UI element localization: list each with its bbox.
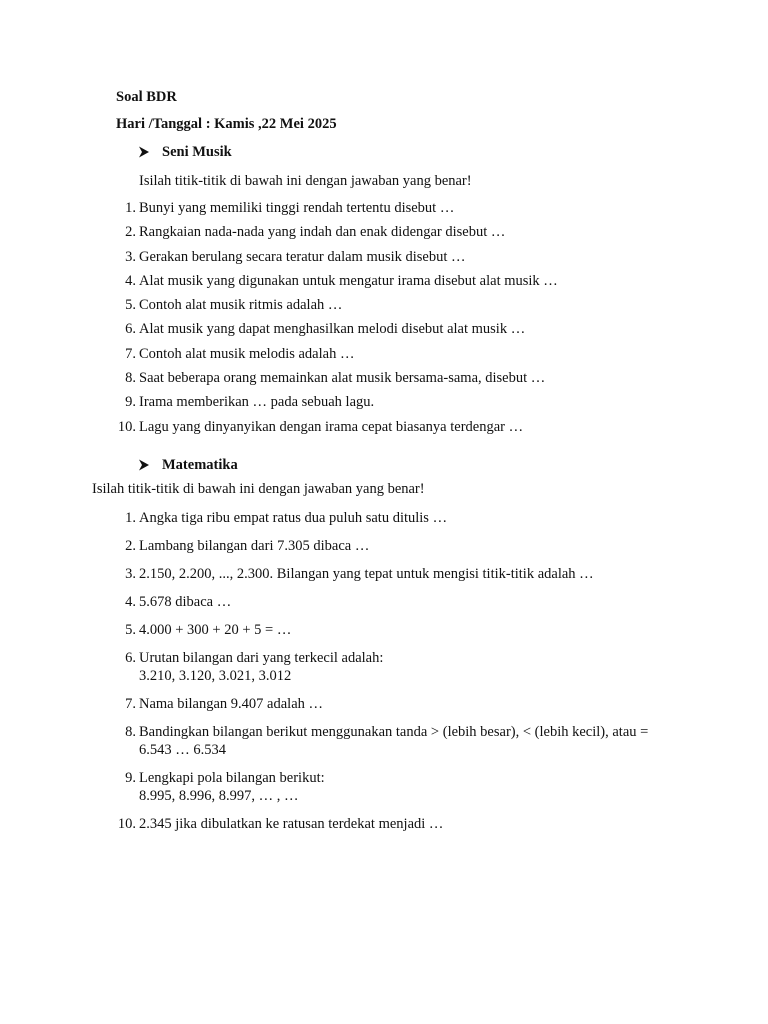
question-number: 4. [125, 594, 136, 610]
question-text: Angka tiga ribu empat ratus dua puluh satu ditulis … [139, 510, 448, 526]
question-text: Contoh alat musik melodis adalah … [139, 345, 355, 362]
question-number: 2. [125, 224, 136, 241]
question-subline: 8.995, 8.996, 8.997, … , … [139, 788, 299, 804]
question-text: Alat musik yang digunakan untuk mengatur irama disebut alat musik … [139, 272, 558, 289]
question-text: Lengkapi pola bilangan berikut: [139, 770, 325, 786]
document-title: Soal BDR [116, 89, 177, 105]
question-item [112, 815, 682, 833]
question-text: Gerakan berulang secara teratur dalam musik disebut … [139, 248, 466, 265]
question-text: Contoh alat musik ritmis adalah … [139, 297, 343, 314]
question-text: Bunyi yang memiliki tinggi rendah tertentu disebut … [139, 200, 455, 216]
question-number: 3. [125, 248, 136, 265]
question-item [112, 537, 682, 555]
instruction-musik: Isilah titik-titik di bawah ini dengan jawaban yang benar! [139, 173, 472, 189]
question-item [112, 418, 682, 442]
question-item [112, 565, 682, 583]
question-item [112, 769, 682, 805]
question-item [112, 649, 682, 685]
question-item [112, 369, 682, 393]
question-list-musik [112, 199, 682, 442]
question-number: 8. [125, 724, 136, 740]
question-number: 10. [117, 418, 136, 435]
question-number: 9. [125, 770, 136, 786]
question-subline: 6.543 … 6.534 [139, 742, 226, 758]
question-item [112, 248, 682, 272]
question-item [112, 509, 682, 527]
question-item [112, 320, 682, 344]
question-text: Alat musik yang dapat menghasilkan melodi disebut alat musik … [139, 321, 526, 338]
question-text: 5.678 dibaca … [139, 594, 232, 610]
question-text: Rangkaian nada-nada yang indah dan enak didengar disebut … [139, 224, 506, 241]
section-heading-musik [138, 142, 232, 162]
question-text: Lambang bilangan dari 7.305 dibaca … [139, 538, 370, 554]
arrowhead-bullet-icon [138, 146, 150, 158]
question-item [112, 223, 682, 247]
question-number: 1. [125, 200, 136, 216]
question-item [112, 199, 682, 223]
question-number: 9. [125, 394, 136, 411]
question-number: 7. [125, 696, 136, 712]
question-number: 1. [125, 510, 136, 526]
question-list-matematika [112, 509, 682, 843]
question-number: 6. [125, 321, 136, 338]
question-number: 7. [125, 345, 136, 362]
question-text: Irama memberikan … pada sebuah lagu. [139, 394, 375, 411]
question-number: 5. [125, 622, 136, 638]
section-heading-label: Matematika [162, 457, 238, 473]
question-text: Saat beberapa orang memainkan alat musik bersama-sama, disebut … [139, 370, 546, 387]
question-item [112, 272, 682, 296]
question-item [112, 621, 682, 639]
question-text: Nama bilangan 9.407 adalah … [139, 696, 324, 712]
question-item [112, 695, 682, 713]
question-item [112, 393, 682, 417]
question-number: 5. [125, 297, 136, 314]
question-number: 6. [125, 650, 136, 666]
question-number: 8. [125, 370, 136, 387]
question-text: Lagu yang dinyanyikan dengan irama cepat biasanya terdengar … [139, 418, 524, 435]
question-subline: 3.210, 3.120, 3.021, 3.012 [139, 668, 292, 684]
question-item [112, 593, 682, 611]
question-text: 4.000 + 300 + 20 + 5 = … [139, 622, 292, 638]
question-text: Urutan bilangan dari yang terkecil adalah: [139, 650, 384, 666]
question-item [112, 345, 682, 369]
document-date: Hari /Tanggal : Kamis ,22 Mei 2025 [116, 116, 337, 132]
question-number: 4. [125, 272, 136, 289]
question-number: 3. [125, 566, 136, 582]
instruction-matematika: Isilah titik-titik di bawah ini dengan jawaban yang benar! [92, 481, 425, 497]
section-heading-label: Seni Musik [162, 144, 232, 160]
question-text: Bandingkan bilangan berikut menggunakan tanda > (lebih besar), < (lebih kecil), atau = [139, 724, 649, 740]
section-heading-matematika [138, 455, 238, 475]
question-item [112, 723, 682, 759]
question-number: 2. [125, 538, 136, 554]
arrowhead-bullet-icon [138, 459, 150, 471]
question-number: 10. [117, 816, 136, 832]
question-item [112, 296, 682, 320]
question-text: 2.150, 2.200, ..., 2.300. Bilangan yang tepat untuk mengisi titik-titik adalah … [139, 566, 594, 582]
question-text: 2.345 jika dibulatkan ke ratusan terdekat menjadi … [139, 816, 444, 832]
